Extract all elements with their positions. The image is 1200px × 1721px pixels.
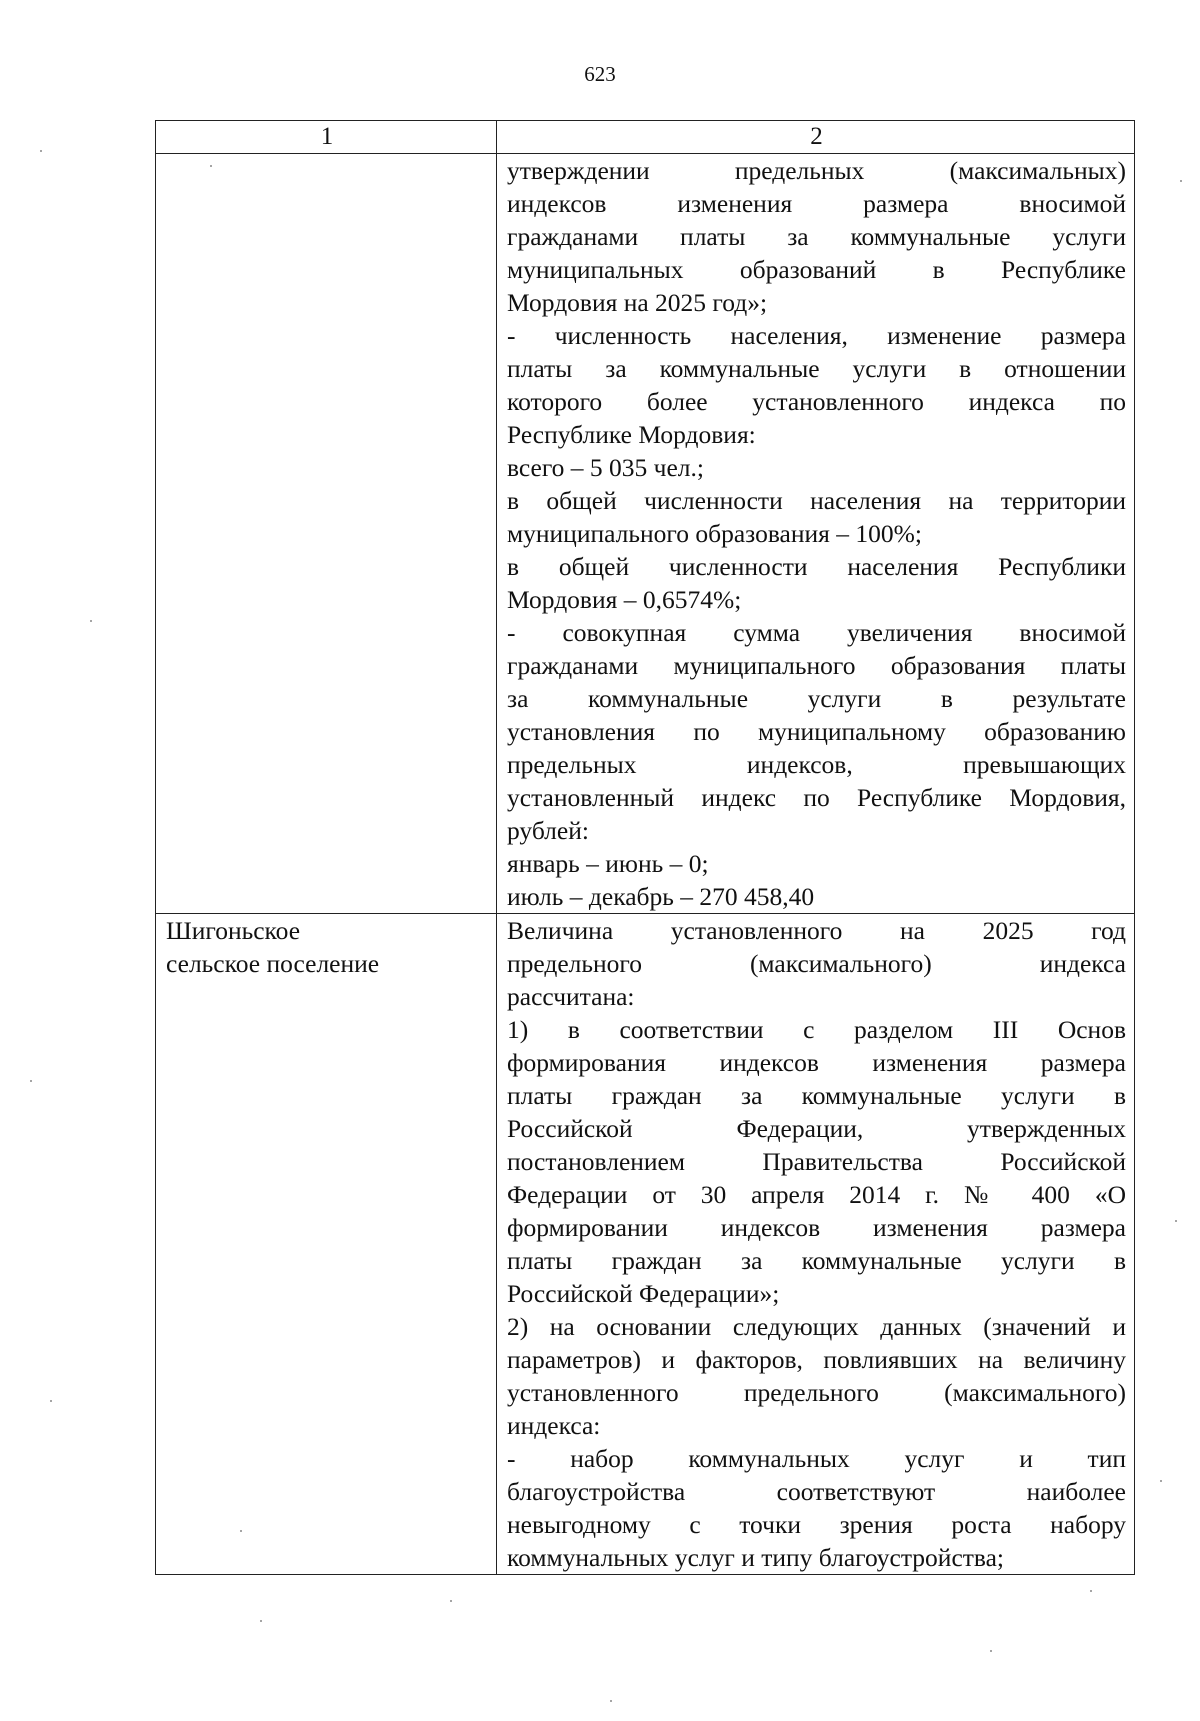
description-cell [497,154,1135,914]
municipality-name-cell [156,914,497,1575]
municipality-name-line: сельское поселение [166,949,380,978]
scan-speck [1090,1590,1092,1592]
column-header-2: 2 [497,121,1135,154]
description-line: гражданами платы за коммунальные услуги [507,222,1126,251]
document-table [155,120,1135,1575]
description-line: всего – 5 035 чел.; [507,453,704,482]
description-line: формировании индексов изменения размера [507,1213,1126,1242]
description-line: предельного (максимального) индекса [507,949,1126,978]
scan-speck [1175,1220,1177,1222]
description-line: коммунальных услуг и типу благоустройства; [507,1543,1005,1572]
description-line: Федерации от 30 апреля 2014 г. № 400 «О [507,1180,1126,1209]
description-line: которого более установленного индекса по [507,387,1126,416]
description-line: формирования индексов изменения размера [507,1048,1126,1077]
table-header-row [156,121,1135,154]
description-line: параметров) и факторов, повлиявших на величину [507,1345,1126,1374]
description-line: в общей численности населения Республики [507,552,1126,581]
scan-speck [50,1400,52,1402]
description-line: предельных индексов, превышающих [507,750,1126,779]
description-line: Российской Федерации»; [507,1279,780,1308]
scan-speck [90,620,92,622]
scan-speck [450,1600,452,1602]
municipality-name-line: Шигоньское [166,916,301,945]
description-line: платы граждан за коммунальные услуги в [507,1081,1126,1110]
scan-speck [40,150,42,152]
description-line: установления по муниципальному образованию [507,717,1126,746]
description-line: установленный индекс по Республике Мордовия, [507,783,1126,812]
description-line: муниципальных образований в Республике [507,255,1126,284]
scan-speck [240,1530,242,1532]
description-line: установленного предельного (максимального) [507,1378,1126,1407]
description-line: гражданами муниципального образования платы [507,651,1126,680]
scan-speck [1160,1480,1162,1482]
description-line: муниципального образования – 100%; [507,519,922,548]
description-line: 1) в соответствии с разделом III Основ [507,1015,1126,1044]
scan-speck [260,1620,262,1622]
scan-speck [1180,180,1182,182]
scan-speck [30,1080,32,1082]
description-line: рублей: [507,816,589,845]
description-line: платы за коммунальные услуги в отношении [507,354,1126,383]
description-line: 2) на основании следующих данных (значений и [507,1312,1126,1341]
description-line: невыгодному с точки зрения роста набору [507,1510,1126,1539]
scan-speck [210,165,212,167]
description-line: Республике Мордовия: [507,420,756,449]
description-line: - набор коммунальных услуг и тип [507,1444,1126,1473]
description-line: Мордовия – 0,6574%; [507,585,742,614]
description-line: за коммунальные услуги в результате [507,684,1126,713]
description-line: Мордовия на 2025 год»; [507,288,768,317]
description-line: - совокупная сумма увеличения вносимой [507,618,1126,647]
scan-speck [990,1650,992,1652]
column-header-1: 1 [156,121,497,154]
scan-speck [610,1700,612,1702]
description-line: индекса: [507,1411,601,1440]
page-number: 623 [584,62,616,86]
description-line: в общей численности населения на территории [507,486,1126,515]
description-line: рассчитана: [507,982,635,1011]
description-line: утверждении предельных (максимальных) [507,156,1126,185]
description-line: платы граждан за коммунальные услуги в [507,1246,1126,1275]
description-line: июль – декабрь – 270 458,40 [507,882,815,911]
description-line: индексов изменения размера вносимой [507,189,1126,218]
description-line: благоустройства соответствуют наиболее [507,1477,1126,1506]
description-line: постановлением Правительства Российской [507,1147,1126,1176]
description-line: Российской Федерации, утвержденных [507,1114,1126,1143]
table-row [156,914,1135,1575]
description-cell [497,914,1135,1575]
description-line: Величина установленного на 2025 год [507,916,1126,945]
table-row [156,154,1135,914]
municipality-name-cell [156,154,497,914]
description-line: - численность населения, изменение размера [507,321,1126,350]
description-line: январь – июнь – 0; [507,849,709,878]
